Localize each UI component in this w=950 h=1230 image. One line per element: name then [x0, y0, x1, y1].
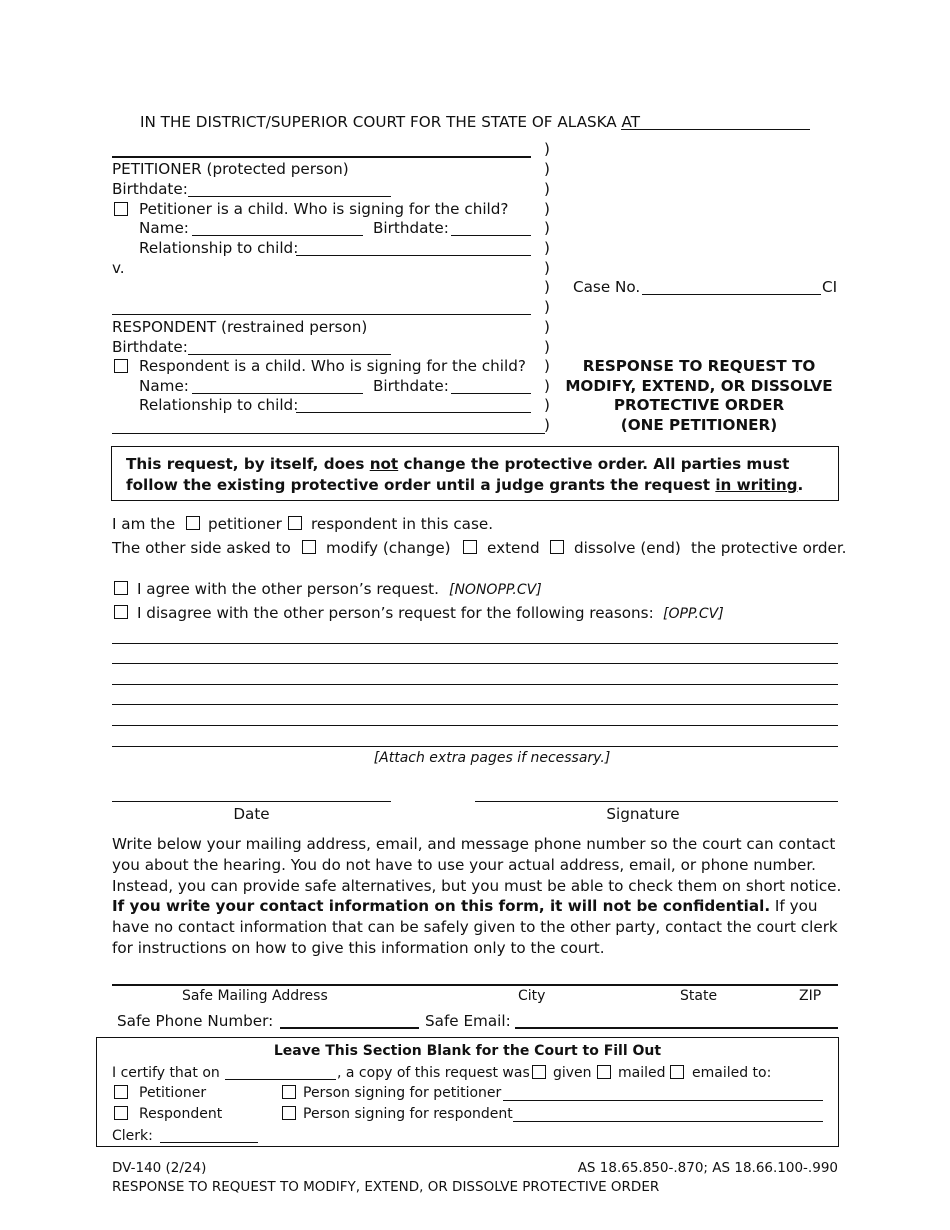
person-resp-label: Person signing for respondent [303, 1106, 513, 1122]
signature-field[interactable] [475, 801, 838, 802]
agree-label: I agree with the other person’s request. [137, 580, 439, 598]
city-label: City [518, 988, 546, 1004]
respondent-name-field[interactable] [112, 314, 531, 315]
caption-paren: ) [544, 239, 550, 257]
emailed-checkbox[interactable] [670, 1065, 684, 1079]
emailed-label: emailed to: [692, 1065, 772, 1081]
caption-bottom-rule [112, 433, 545, 434]
contact-paragraph-line-6: for instructions on how to give this information only to the court. [112, 939, 605, 957]
contact-paragraph-line-4: If you write your contact information on this form, it will not be confidential. If you [112, 897, 818, 915]
pet-relationship-field[interactable] [296, 255, 531, 256]
caption-paren: ) [544, 160, 550, 178]
contact-paragraph-line-3: Instead, you can provide safe alternatives, but you must be able to check them on short notice. [112, 877, 842, 895]
clerk-section-title: Leave This Section Blank for the Court to Fill Out [273, 1043, 662, 1059]
caption-paren: ) [544, 416, 550, 434]
zip-label: ZIP [799, 988, 822, 1004]
form-title-line-3: PROTECTIVE ORDER [613, 396, 785, 414]
clerk-respondent-checkbox[interactable] [114, 1106, 128, 1120]
copy-was-label: , a copy of this request was [337, 1065, 530, 1081]
respondent-birthdate-field[interactable] [188, 354, 391, 355]
caption-paren: ) [544, 298, 550, 316]
reason-line[interactable] [112, 663, 838, 664]
mailing-address-field[interactable] [112, 984, 838, 986]
phone-label: Safe Phone Number: [117, 1012, 274, 1030]
footer-form-title: RESPONSE TO REQUEST TO MODIFY, EXTEND, OR DISSOLVE PROTECTIVE ORDER [112, 1179, 660, 1195]
other-side-label: The other side asked to [112, 539, 291, 557]
resp-signer-birthdate-field[interactable] [451, 393, 531, 394]
agree-checkbox[interactable] [114, 581, 128, 595]
date-field[interactable] [112, 801, 391, 802]
given-label: given [553, 1065, 592, 1081]
date-label: Date [233, 805, 270, 823]
petitioner-label: PETITIONER (protected person) [112, 160, 349, 178]
caption-paren: ) [544, 318, 550, 336]
form-title-line-4: (ONE PETITIONER) [620, 416, 778, 434]
mailed-label: mailed [618, 1065, 666, 1081]
petitioner-birthdate-label: Birthdate: [112, 180, 188, 198]
signature-label: Signature [606, 805, 680, 823]
caption-paren: ) [544, 219, 550, 237]
role-respondent-label: respondent in this case. [311, 515, 494, 533]
respondent-birthdate-label: Birthdate: [112, 338, 188, 356]
clerk-field[interactable] [160, 1142, 258, 1143]
clerk-respondent-label: Respondent [139, 1106, 223, 1122]
pet-signer-name-label: Name: [139, 219, 189, 237]
person-resp-field[interactable] [513, 1121, 823, 1122]
state-label: State [680, 988, 718, 1004]
reason-line[interactable] [112, 684, 838, 685]
caption-paren: ) [544, 180, 550, 198]
case-suffix: CI [822, 278, 838, 296]
disagree-label: I disagree with the other person’s request for the following reasons: [137, 604, 654, 622]
person-pet-checkbox[interactable] [282, 1085, 296, 1099]
i-am-the-label: I am the [112, 515, 176, 533]
petitioner-name-field[interactable] [112, 156, 531, 158]
modify-label: modify (change) [326, 539, 451, 557]
notice-line-2: follow the existing protective order until a judge grants the request in writing. [126, 476, 804, 494]
form-title-line-2: MODIFY, EXTEND, OR DISSOLVE [565, 377, 833, 395]
reason-line[interactable] [112, 643, 838, 644]
person-resp-checkbox[interactable] [282, 1106, 296, 1120]
person-pet-label: Person signing for petitioner [303, 1085, 502, 1101]
resp-relationship-label: Relationship to child: [139, 396, 299, 414]
respondent-child-checkbox[interactable] [114, 359, 128, 373]
respondent-label: RESPONDENT (restrained person) [112, 318, 368, 336]
resp-relationship-field[interactable] [296, 412, 531, 413]
clerk-petitioner-label: Petitioner [139, 1085, 207, 1101]
case-no-label: Case No. [573, 278, 641, 296]
petitioner-birthdate-field[interactable] [188, 196, 391, 197]
contact-paragraph-line-5: have no contact information that can be safely given to the other party, contact the court clerk [112, 918, 838, 936]
reason-line[interactable] [112, 704, 838, 705]
statutes: AS 18.65.850-.870; AS 18.66.100-.990 [577, 1160, 838, 1176]
given-checkbox[interactable] [532, 1065, 546, 1079]
caption-paren: ) [544, 396, 550, 414]
phone-field[interactable] [280, 1027, 419, 1029]
respondent-child-label: Respondent is a child. Who is signing for the child? [139, 357, 526, 375]
reason-line[interactable] [112, 725, 838, 726]
caption-paren: ) [544, 338, 550, 356]
contact-paragraph-line-2: you about the hearing. You do not have to use your actual address, email, or phone number. [112, 856, 816, 874]
clerk-label: Clerk: [112, 1128, 153, 1144]
modify-checkbox[interactable] [302, 540, 316, 554]
agree-code: [NONOPP.CV] [449, 582, 542, 598]
disagree-code: [OPP.CV] [663, 606, 724, 622]
extend-checkbox[interactable] [463, 540, 477, 554]
caption-paren: ) [544, 377, 550, 395]
dissolve-label: dissolve (end) [574, 539, 681, 557]
certify-date-field[interactable] [225, 1079, 336, 1080]
resp-signer-name-label: Name: [139, 377, 189, 395]
pet-signer-name-field[interactable] [192, 235, 363, 236]
attach-note: [Attach extra pages if necessary.] [373, 750, 611, 766]
form-id: DV-140 (2/24) [112, 1160, 207, 1176]
role-respondent-checkbox[interactable] [288, 516, 302, 530]
person-pet-field[interactable] [503, 1100, 823, 1101]
the-order-label: the protective order. [691, 539, 847, 557]
caption-paren: ) [544, 278, 550, 296]
email-label: Safe Email: [425, 1012, 511, 1030]
caption-paren: ) [544, 200, 550, 218]
resp-signer-birthdate-label: Birthdate: [373, 377, 449, 395]
case-no-field[interactable] [642, 294, 821, 295]
role-petitioner-checkbox[interactable] [186, 516, 200, 530]
notice-line-1: This request, by itself, does not change the protective order. All parties must [126, 455, 790, 473]
disagree-checkbox[interactable] [114, 605, 128, 619]
court-title: IN THE DISTRICT/SUPERIOR COURT FOR THE STATE OF ALASKA AT [140, 113, 640, 131]
court-location-field[interactable] [621, 129, 810, 130]
resp-signer-name-field[interactable] [192, 393, 363, 394]
reason-line[interactable] [112, 746, 838, 747]
petitioner-child-checkbox[interactable] [114, 202, 128, 216]
pet-signer-birthdate-field[interactable] [451, 235, 531, 236]
mailing-address-label: Safe Mailing Address [182, 988, 328, 1004]
caption-paren: ) [544, 357, 550, 375]
clerk-petitioner-checkbox[interactable] [114, 1085, 128, 1099]
caption-paren: ) [544, 259, 550, 277]
dissolve-checkbox[interactable] [550, 540, 564, 554]
certify-label: I certify that on [112, 1065, 220, 1081]
pet-signer-birthdate-label: Birthdate: [373, 219, 449, 237]
form-title-line-1: RESPONSE TO REQUEST TO [582, 357, 816, 375]
extend-label: extend [487, 539, 540, 557]
contact-paragraph-line-1: Write below your mailing address, email, and message phone number so the court can contact [112, 835, 836, 853]
petitioner-child-label: Petitioner is a child. Who is signing for the child? [139, 200, 509, 218]
versus-label: v. [112, 259, 125, 277]
pet-relationship-label: Relationship to child: [139, 239, 299, 257]
role-petitioner-label: petitioner [208, 515, 282, 533]
mailed-checkbox[interactable] [597, 1065, 611, 1079]
email-field[interactable] [515, 1027, 838, 1029]
caption-paren: ) [544, 140, 550, 158]
